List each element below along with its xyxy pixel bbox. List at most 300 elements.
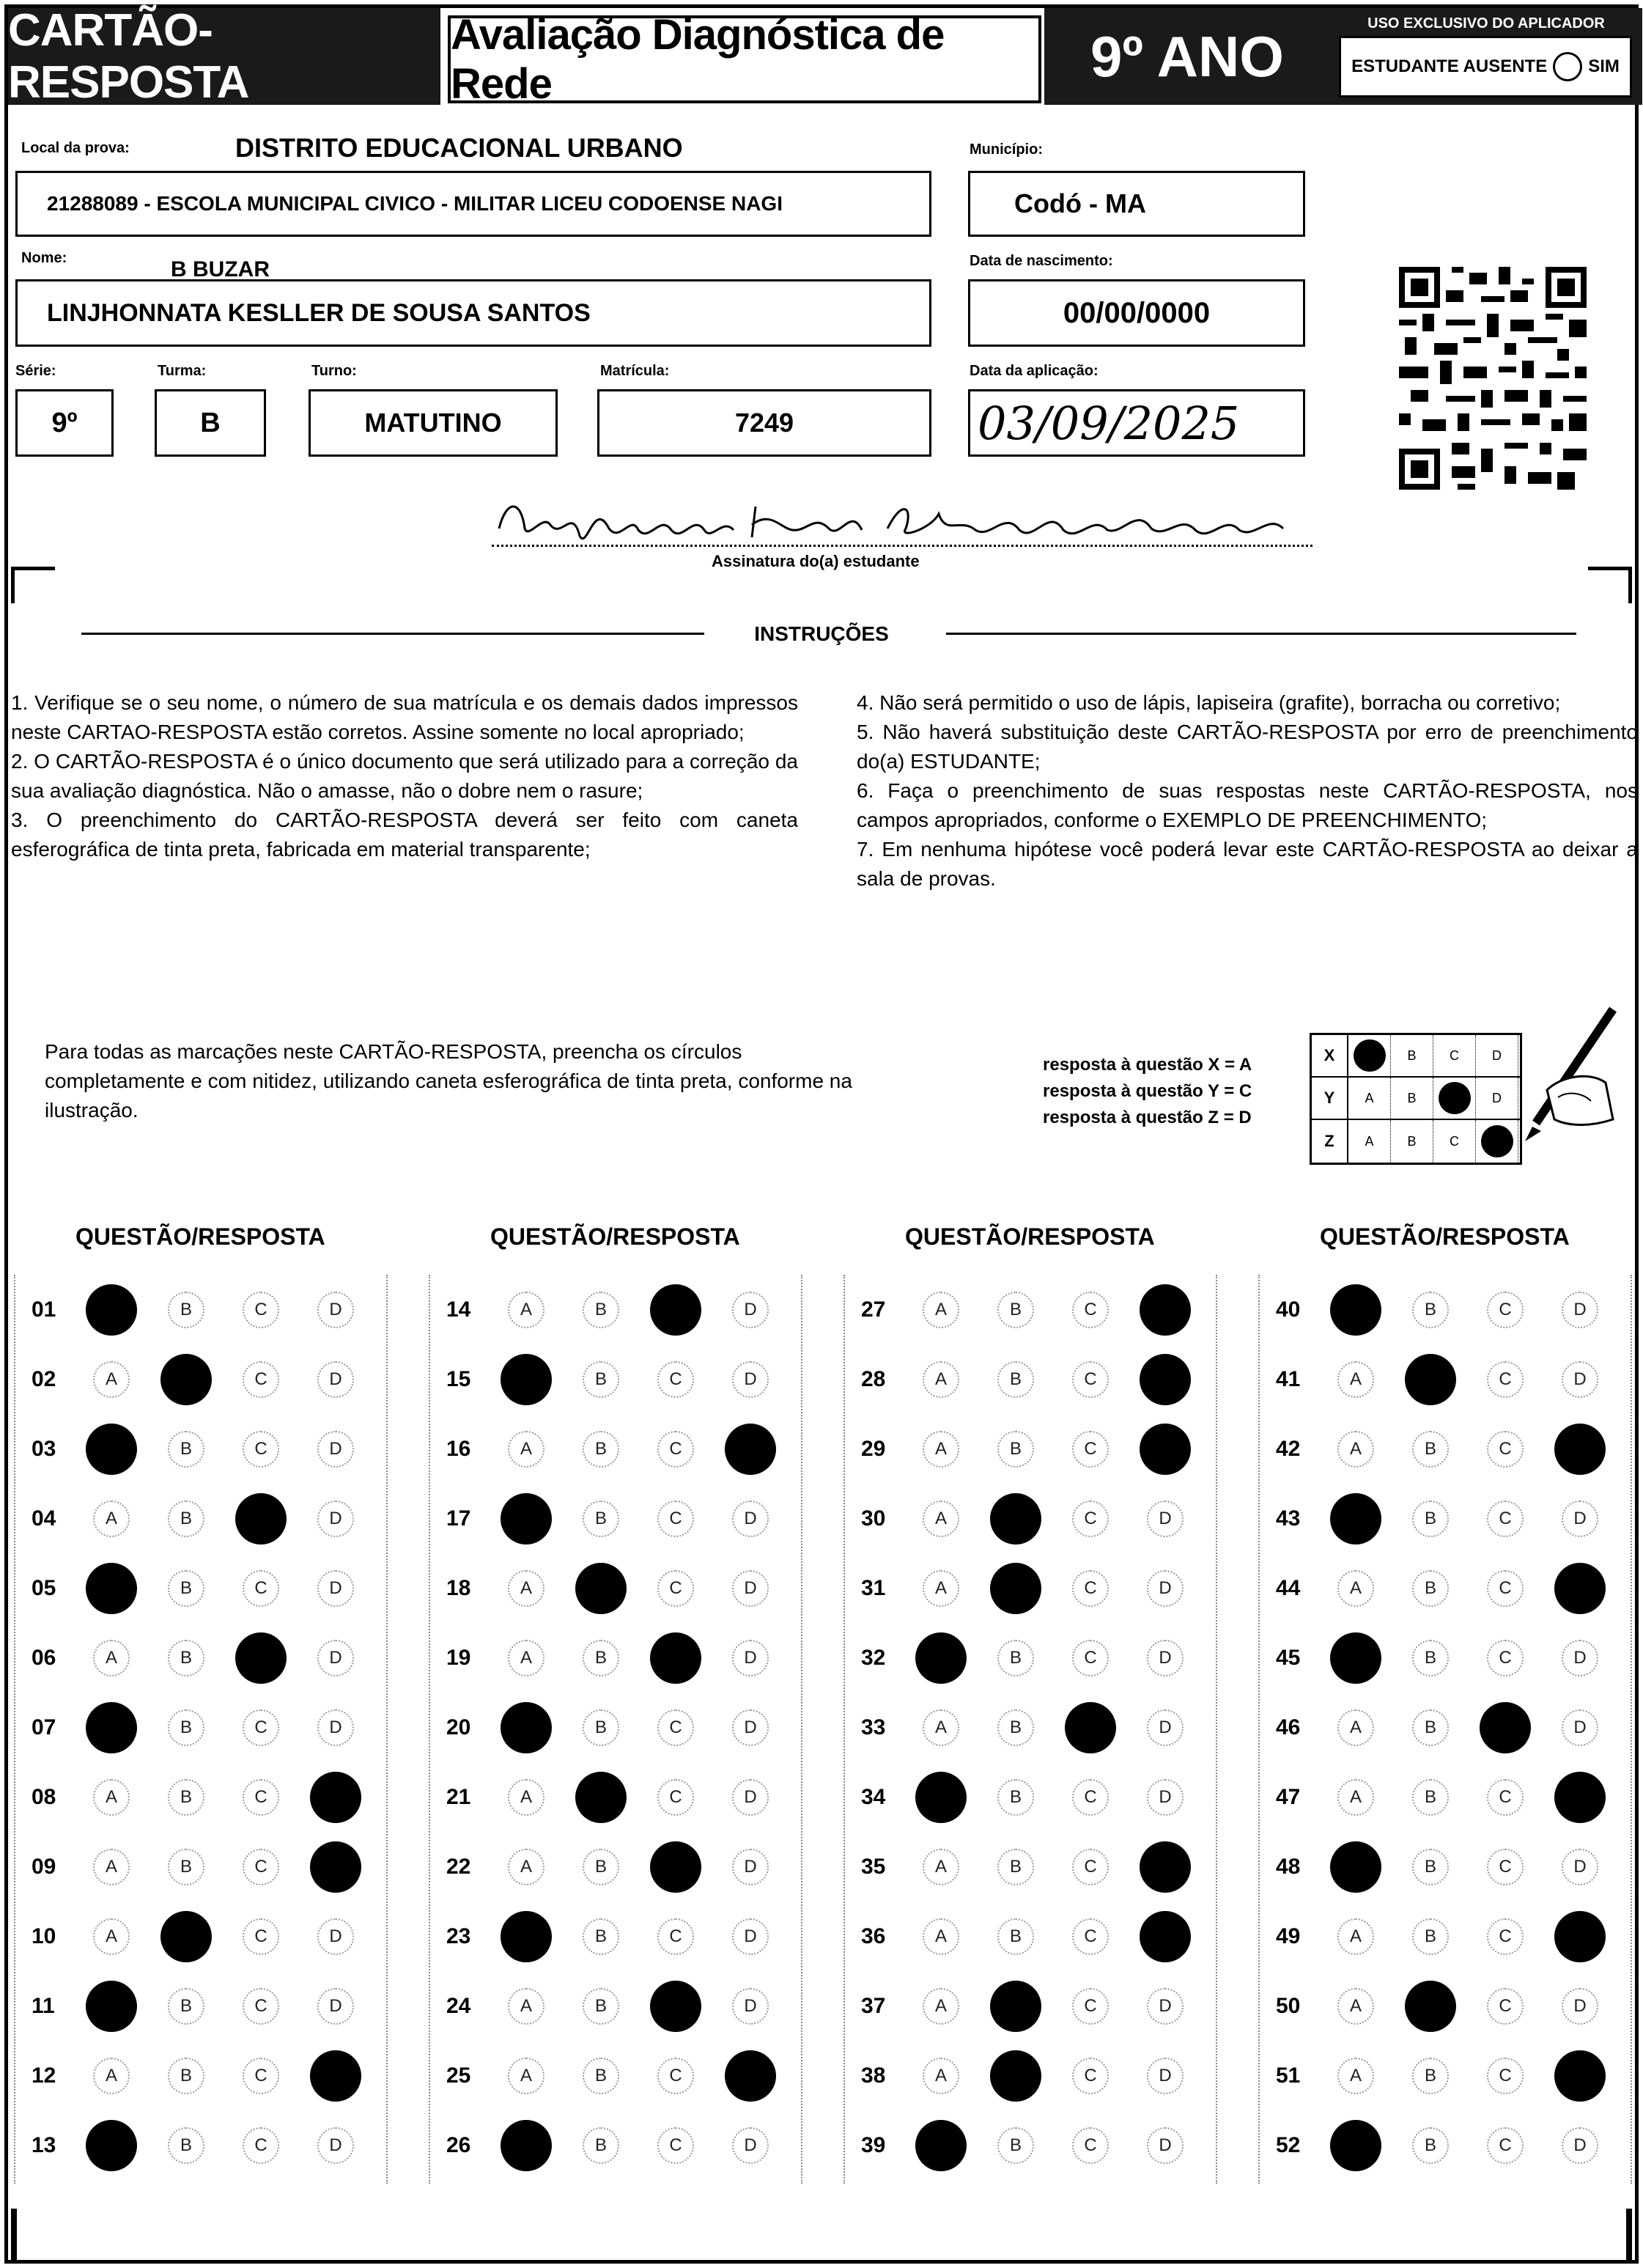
option-cell — [1393, 1292, 1468, 1328]
absent-bubble[interactable] — [1553, 52, 1582, 81]
answer-row — [845, 1484, 1219, 1553]
option-cell — [74, 1779, 149, 1816]
answer-bubble[interactable]: D — [1147, 1640, 1184, 1676]
answer-bubble[interactable]: C — [243, 1570, 279, 1607]
answer-bubble[interactable]: B — [583, 1501, 619, 1537]
answer-bubble[interactable]: C — [1487, 1988, 1524, 2025]
answer-bubble[interactable]: A — [508, 1640, 544, 1676]
answer-bubble[interactable]: D — [732, 1779, 769, 1816]
answer-bubble[interactable]: C — [243, 2058, 279, 2094]
answer-bubble[interactable]: D — [1147, 1501, 1184, 1537]
answer-bubble[interactable]: A — [508, 2058, 544, 2094]
option-cell — [978, 1431, 1053, 1468]
answer-bubble[interactable]: A — [923, 1292, 959, 1328]
option-cell — [638, 1501, 713, 1537]
question-number: 17 — [446, 1506, 471, 1531]
example-row — [1312, 1120, 1520, 1163]
option-cell — [298, 1501, 373, 1537]
option-cell — [638, 1632, 713, 1684]
question-number: 42 — [1276, 1436, 1301, 1461]
option-cell — [1393, 1918, 1468, 1955]
answer-bubble-filled[interactable] — [990, 2050, 1041, 2102]
answer-bubble-filled[interactable] — [86, 1424, 137, 1475]
answer-bubble[interactable]: B — [583, 1292, 619, 1328]
answer-bubble[interactable]: D — [1562, 1849, 1598, 1885]
option-cell — [564, 1361, 638, 1398]
option-cell — [298, 1570, 373, 1607]
option-cell — [713, 1501, 788, 1537]
answer-bubble[interactable]: D — [732, 1570, 769, 1607]
answer-bubble[interactable]: C — [243, 1779, 279, 1816]
option-cell — [1318, 1570, 1393, 1607]
answer-bubble[interactable]: A — [508, 1849, 544, 1885]
answer-bubble[interactable]: C — [657, 1918, 694, 1955]
answer-bubble[interactable]: B — [168, 1849, 204, 1885]
answer-bubble-filled[interactable] — [575, 1563, 627, 1614]
answer-bubble[interactable]: D — [1562, 1709, 1598, 1746]
example-grid — [1310, 1033, 1522, 1165]
answer-bubble[interactable]: B — [583, 1988, 619, 2025]
option-cell — [298, 1988, 373, 2025]
answer-bubble[interactable]: C — [243, 1988, 279, 2025]
question-number: 03 — [32, 1436, 56, 1461]
answer-bubble-filled[interactable] — [725, 2050, 776, 2102]
question-number: 45 — [1276, 1645, 1301, 1670]
answer-bubble[interactable]: D — [317, 1361, 354, 1398]
answer-bubble[interactable]: D — [317, 1501, 354, 1537]
answer-bubble-filled[interactable] — [86, 1563, 137, 1614]
answer-bubble[interactable]: D — [732, 2127, 769, 2164]
answer-bubble-filled[interactable] — [1405, 1981, 1456, 2032]
answer-bubble[interactable]: D — [1147, 2058, 1184, 2094]
answer-bubble[interactable]: C — [1072, 1292, 1109, 1328]
answer-bubble[interactable]: A — [923, 1361, 959, 1398]
answer-bubble[interactable]: C — [657, 1431, 694, 1468]
answer-bubble-filled[interactable] — [1330, 1632, 1381, 1684]
answer-bubble[interactable]: D — [317, 1292, 354, 1328]
answer-bubble[interactable]: B — [583, 1849, 619, 1885]
answer-row — [15, 1553, 389, 1623]
answer-bubble[interactable]: C — [1487, 2127, 1524, 2164]
answer-bubble[interactable]: B — [1412, 2127, 1449, 2164]
answer-bubble[interactable]: B — [168, 1570, 204, 1607]
answer-bubble[interactable]: A — [93, 1779, 130, 1816]
answer-bubble[interactable]: B — [168, 2058, 204, 2094]
answer-bubble[interactable]: D — [732, 1361, 769, 1398]
option-cell — [1053, 1702, 1128, 1753]
answer-bubble[interactable]: B — [1412, 1501, 1449, 1537]
answer-bubble[interactable]: C — [1487, 1640, 1524, 1676]
answer-bubble[interactable]: C — [1487, 1849, 1524, 1885]
answer-bubble[interactable]: A — [93, 1501, 130, 1537]
answer-bubble[interactable]: A — [923, 1988, 959, 2025]
answer-bubble[interactable]: A — [1337, 1988, 1374, 2025]
answer-bubble[interactable]: C — [1072, 2058, 1109, 2094]
answer-bubble[interactable]: C — [1487, 1779, 1524, 1816]
answer-bubble[interactable]: A — [923, 1849, 959, 1885]
answer-bubble-filled[interactable] — [1554, 2050, 1606, 2102]
option-cell — [1318, 2120, 1393, 2171]
answer-bubble-filled[interactable] — [725, 1424, 776, 1475]
option-cell — [1468, 2058, 1543, 2094]
example-legend — [1043, 1052, 1252, 1131]
answer-bubble[interactable]: B — [168, 1988, 204, 2025]
option-cell — [149, 2058, 224, 2094]
answer-bubble[interactable]: B — [168, 1292, 204, 1328]
example-row — [1312, 1035, 1520, 1078]
answer-bubble-filled[interactable] — [235, 1493, 287, 1544]
answer-bubble[interactable]: A — [1337, 1709, 1374, 1746]
answer-bubble-filled[interactable] — [650, 1841, 701, 1893]
answer-bubble[interactable]: B — [1412, 1292, 1449, 1328]
answer-row — [1260, 1553, 1633, 1623]
answer-bubble-filled[interactable] — [650, 1981, 701, 2032]
question-number: 52 — [1276, 2132, 1301, 2157]
answer-row — [1260, 1623, 1633, 1693]
answer-bubble-filled[interactable] — [1330, 1841, 1381, 1893]
question-number: 19 — [446, 1645, 471, 1670]
answer-bubble[interactable]: A — [93, 1849, 130, 1885]
option-cell — [1318, 2058, 1393, 2094]
answer-bubble[interactable]: D — [732, 1640, 769, 1676]
option-cell — [904, 1772, 978, 1823]
answer-bubble[interactable]: B — [997, 1361, 1034, 1398]
question-number: 34 — [861, 1784, 886, 1809]
answer-row — [1260, 1762, 1633, 1832]
answer-bubble-filled[interactable] — [1554, 1772, 1606, 1823]
absent-label: ESTUDANTE AUSENTE — [1351, 56, 1548, 76]
answer-bubble[interactable]: D — [317, 2127, 354, 2164]
answer-bubble[interactable]: C — [243, 1292, 279, 1328]
answer-bubble[interactable]: B — [1412, 1640, 1449, 1676]
answer-bubble[interactable]: A — [93, 1918, 130, 1955]
answer-bubble[interactable]: C — [657, 1779, 694, 1816]
answer-bubble[interactable]: D — [1147, 1570, 1184, 1607]
local-value: DISTRITO EDUCACIONAL URBANO — [235, 133, 683, 163]
answer-bubble-filled[interactable] — [1405, 1354, 1456, 1405]
answer-column — [843, 1275, 1217, 2184]
answer-bubble-filled[interactable] — [235, 1632, 287, 1684]
answer-bubble[interactable]: A — [1337, 2058, 1374, 2094]
answer-bubble[interactable]: C — [657, 2127, 694, 2164]
answer-bubble[interactable]: B — [168, 1709, 204, 1746]
option-cell — [1053, 1849, 1128, 1885]
answer-bubble[interactable]: B — [168, 2127, 204, 2164]
option-cell — [298, 1709, 373, 1746]
answer-bubble[interactable]: C — [1487, 1570, 1524, 1607]
example-line-y: resposta à questão Y = C — [1043, 1081, 1252, 1101]
option-cell — [489, 1911, 564, 1962]
option-cell — [298, 2127, 373, 2164]
answer-bubble[interactable]: B — [1412, 1779, 1449, 1816]
option-cell — [489, 1570, 564, 1607]
answer-bubble[interactable]: D — [732, 1292, 769, 1328]
answer-bubble[interactable]: C — [243, 1361, 279, 1398]
question-number: 40 — [1276, 1297, 1301, 1322]
question-number: 05 — [32, 1575, 56, 1600]
option-cell — [904, 1292, 978, 1328]
answer-bubble-filled[interactable] — [1140, 1424, 1191, 1475]
answer-bubble[interactable]: C — [1072, 1501, 1109, 1537]
option-cell — [638, 1361, 713, 1398]
answer-bubble[interactable]: C — [243, 1709, 279, 1746]
answer-bubble-filled[interactable] — [1480, 1702, 1531, 1753]
option-cell — [1393, 2127, 1468, 2164]
option-cell — [74, 1284, 149, 1336]
answer-bubble[interactable]: A — [508, 1779, 544, 1816]
answer-bubble[interactable]: A — [508, 1570, 544, 1607]
answer-bubble[interactable]: B — [997, 1292, 1034, 1328]
column-header: QUESTÃO/RESPOSTA — [490, 1223, 740, 1250]
option-cell — [1128, 2127, 1203, 2164]
answer-bubble[interactable]: D — [732, 1501, 769, 1537]
option-cell — [978, 1493, 1053, 1544]
answer-bubble[interactable]: B — [997, 1918, 1034, 1955]
absent-yes-label: SIM — [1588, 56, 1620, 76]
answer-bubble[interactable]: C — [1487, 1501, 1524, 1537]
answer-bubble-filled[interactable] — [86, 1284, 137, 1336]
serie-field — [15, 389, 114, 457]
answer-bubble-filled[interactable] — [650, 1284, 701, 1336]
answer-bubble-filled[interactable] — [1330, 1493, 1381, 1544]
answer-bubble-filled[interactable] — [1140, 1354, 1191, 1405]
answer-bubble[interactable]: B — [583, 2127, 619, 2164]
answer-bubble[interactable]: C — [1072, 1431, 1109, 1468]
answer-bubble-filled[interactable] — [501, 1911, 552, 1962]
answer-row — [1260, 1832, 1633, 1901]
answer-bubble[interactable]: A — [93, 2058, 130, 2094]
answer-bubble[interactable]: D — [1562, 1292, 1598, 1328]
answer-bubble-filled[interactable] — [1140, 1841, 1191, 1893]
answer-bubble-filled[interactable] — [915, 1632, 967, 1684]
answer-bubble[interactable]: B — [1412, 1570, 1449, 1607]
answer-bubble[interactable]: B — [583, 1709, 619, 1746]
answer-bubble[interactable]: B — [997, 1709, 1034, 1746]
answer-bubble[interactable]: C — [243, 1849, 279, 1885]
answer-bubble[interactable]: C — [657, 1361, 694, 1398]
option-cell — [564, 1431, 638, 1468]
answer-bubble[interactable]: D — [1562, 1361, 1598, 1398]
option-cell — [489, 2058, 564, 2094]
answer-bubble-filled[interactable] — [915, 1772, 967, 1823]
answer-bubble[interactable]: A — [1337, 1918, 1374, 1955]
option-cell — [149, 1292, 224, 1328]
answer-bubble[interactable]: A — [508, 1988, 544, 2025]
answer-bubble-filled[interactable] — [501, 1354, 552, 1405]
answer-bubble[interactable]: C — [1487, 1431, 1524, 1468]
answer-bubble-filled[interactable] — [1065, 1702, 1116, 1753]
question-number: 46 — [1276, 1715, 1301, 1739]
answer-bubble[interactable]: D — [732, 1849, 769, 1885]
apply-value: 03/09/2025 — [978, 396, 1240, 450]
option-cell — [638, 1841, 713, 1893]
matricula-value: 7249 — [734, 408, 794, 438]
answer-bubble-filled[interactable] — [86, 1702, 137, 1753]
answer-bubble[interactable]: A — [1337, 1361, 1374, 1398]
answer-bubble-filled[interactable] — [1554, 1563, 1606, 1614]
instruction-4: 4. Não será permitido o uso de lápis, lapiseira (grafite), borracha ou corretivo; — [857, 691, 1561, 714]
answer-bubble[interactable]: D — [1147, 1779, 1184, 1816]
answer-bubble[interactable]: A — [508, 1431, 544, 1468]
school-field — [15, 171, 931, 237]
answer-bubble[interactable]: B — [583, 1918, 619, 1955]
answer-bubble[interactable]: B — [1412, 1918, 1449, 1955]
answer-bubble[interactable]: C — [1487, 1361, 1524, 1398]
answer-bubble[interactable]: B — [1412, 1709, 1449, 1746]
answer-bubble-filled[interactable] — [990, 1981, 1041, 2032]
answer-bubble[interactable]: B — [1412, 2058, 1449, 2094]
answer-bubble[interactable]: D — [317, 1640, 354, 1676]
answer-bubble[interactable]: A — [1337, 1431, 1374, 1468]
answer-bubble[interactable]: C — [243, 2127, 279, 2164]
option-cell — [1128, 1779, 1203, 1816]
answer-bubble[interactable]: B — [168, 1779, 204, 1816]
answer-bubble-filled[interactable] — [501, 1702, 552, 1753]
answer-bubble[interactable]: A — [1337, 1570, 1374, 1607]
answer-bubble[interactable]: B — [1412, 1431, 1449, 1468]
answer-bubble-filled[interactable] — [86, 2120, 137, 2171]
answer-bubble[interactable]: A — [923, 1570, 959, 1607]
answer-bubble[interactable]: D — [1147, 1709, 1184, 1746]
option-cell — [1393, 1431, 1468, 1468]
option-cell — [564, 1849, 638, 1885]
answer-bubble-filled[interactable] — [915, 2120, 967, 2171]
answer-bubble[interactable]: B — [997, 1849, 1034, 1885]
answer-bubble-filled[interactable] — [310, 2050, 361, 2102]
answer-bubble-filled[interactable] — [310, 1772, 361, 1823]
answer-bubble[interactable]: D — [1562, 2127, 1598, 2164]
answer-bubble[interactable]: A — [923, 1501, 959, 1537]
answer-row — [845, 2041, 1219, 2110]
answer-bubble[interactable]: A — [93, 1640, 130, 1676]
answer-row — [1260, 1414, 1633, 1484]
option-cell — [1318, 1779, 1393, 1816]
answer-bubble[interactable]: D — [317, 1918, 354, 1955]
option-cell — [904, 1918, 978, 1955]
answer-bubble[interactable]: B — [583, 1640, 619, 1676]
option-cell — [1468, 1702, 1543, 1753]
answer-row — [1260, 1901, 1633, 1971]
answer-bubble[interactable]: B — [583, 2058, 619, 2094]
answer-bubble[interactable]: A — [93, 1361, 130, 1398]
answer-bubble[interactable]: A — [1337, 1779, 1374, 1816]
option-cell — [1318, 1431, 1393, 1468]
answer-bubble[interactable]: B — [1412, 1849, 1449, 1885]
answer-bubble[interactable]: D — [1562, 1640, 1598, 1676]
answer-row — [1260, 1693, 1633, 1762]
answer-bubble[interactable]: C — [1487, 1292, 1524, 1328]
instructions-left — [11, 688, 798, 864]
answer-bubble[interactable]: D — [732, 1709, 769, 1746]
instruction-5: 5. Não haverá substituição deste CARTÃO-RESPOSTA por erro de preenchimento do(a) ESTUDANTE; — [857, 721, 1638, 773]
answer-bubble[interactable]: D — [317, 1988, 354, 2025]
answer-bubble-filled[interactable] — [1554, 1424, 1606, 1475]
answer-bubble[interactable]: B — [583, 1431, 619, 1468]
answer-bubble-filled[interactable] — [501, 2120, 552, 2171]
answer-bubble[interactable]: C — [657, 2058, 694, 2094]
answer-row — [845, 1275, 1219, 1344]
answer-bubble-filled[interactable] — [501, 1493, 552, 1544]
answer-bubble[interactable]: C — [1072, 1988, 1109, 2025]
answer-bubble[interactable]: B — [997, 1779, 1034, 1816]
answer-bubble[interactable]: D — [317, 1709, 354, 1746]
answer-bubble[interactable]: D — [732, 1918, 769, 1955]
answer-bubble[interactable]: C — [1072, 1361, 1109, 1398]
answer-bubble[interactable]: A — [923, 1709, 959, 1746]
answer-bubble-filled[interactable] — [1330, 1284, 1381, 1336]
answer-bubble[interactable]: C — [243, 1918, 279, 1955]
answer-bubble-filled[interactable] — [575, 1772, 627, 1823]
answer-bubble-filled[interactable] — [990, 1493, 1041, 1544]
answer-bubble-filled[interactable] — [160, 1911, 212, 1962]
answer-bubble-filled[interactable] — [1330, 2120, 1381, 2171]
answer-bubble[interactable]: C — [1072, 1640, 1109, 1676]
answer-bubble[interactable]: C — [1072, 1918, 1109, 1955]
answer-bubble[interactable]: D — [732, 1988, 769, 2025]
answer-bubble-filled[interactable] — [990, 1563, 1041, 1614]
answer-bubble-filled[interactable] — [310, 1841, 361, 1893]
answer-bubble[interactable]: C — [657, 1501, 694, 1537]
answer-bubble[interactable]: D — [317, 1431, 354, 1468]
answer-bubble[interactable]: B — [168, 1501, 204, 1537]
answer-bubble[interactable]: C — [1487, 1918, 1524, 1955]
question-number: 04 — [32, 1506, 56, 1531]
answer-bubble[interactable]: C — [657, 1570, 694, 1607]
question-number: 31 — [861, 1575, 886, 1600]
name-value: LINJHONNATA KESLLER DE SOUSA SANTOS — [47, 298, 591, 327]
answer-bubble-filled[interactable] — [1554, 1911, 1606, 1962]
option-cell — [149, 1354, 224, 1405]
answer-bubble-filled[interactable] — [1140, 1284, 1191, 1336]
answer-bubble[interactable]: A — [923, 1918, 959, 1955]
answer-bubble-filled[interactable] — [86, 1981, 137, 2032]
answer-bubble-filled[interactable] — [1140, 1911, 1191, 1962]
city-field — [968, 171, 1305, 237]
answer-bubble[interactable]: B — [168, 1431, 204, 1468]
corner-mark-bottom-right — [1626, 2209, 1632, 2260]
option-cell — [1393, 1779, 1468, 1816]
answer-bubble[interactable]: C — [1487, 2058, 1524, 2094]
answer-bubble[interactable]: C — [1072, 1779, 1109, 1816]
answer-bubble[interactable]: B — [997, 2127, 1034, 2164]
option-cell — [713, 1640, 788, 1676]
answer-bubble[interactable]: C — [1072, 1570, 1109, 1607]
answer-bubble[interactable]: B — [997, 1640, 1034, 1676]
answer-bubble[interactable]: C — [657, 1709, 694, 1746]
option-cell — [1543, 1292, 1617, 1328]
answer-bubble[interactable]: A — [508, 1292, 544, 1328]
answer-bubble[interactable]: D — [317, 1570, 354, 1607]
answer-bubble[interactable]: C — [1072, 1849, 1109, 1885]
answer-bubble[interactable]: B — [168, 1640, 204, 1676]
answer-bubble[interactable]: D — [1147, 1988, 1184, 2025]
answer-bubble[interactable]: D — [1147, 2127, 1184, 2164]
question-number: 50 — [1276, 1993, 1301, 2018]
option-cell — [1543, 1709, 1617, 1746]
answer-bubble[interactable]: C — [1072, 2127, 1109, 2164]
option-cell — [1393, 1981, 1468, 2032]
answer-row — [1260, 1484, 1633, 1553]
answer-bubble[interactable]: B — [997, 1431, 1034, 1468]
answer-bubble[interactable]: C — [243, 1431, 279, 1468]
answer-bubble-filled[interactable] — [160, 1354, 212, 1405]
answer-bubble[interactable]: B — [583, 1361, 619, 1398]
answer-bubble[interactable]: A — [923, 2058, 959, 2094]
answer-bubble[interactable]: A — [923, 1431, 959, 1468]
answer-bubble-filled[interactable] — [650, 1632, 701, 1684]
answer-bubble[interactable]: D — [1562, 1988, 1598, 2025]
answer-bubble[interactable]: D — [1562, 1501, 1598, 1537]
